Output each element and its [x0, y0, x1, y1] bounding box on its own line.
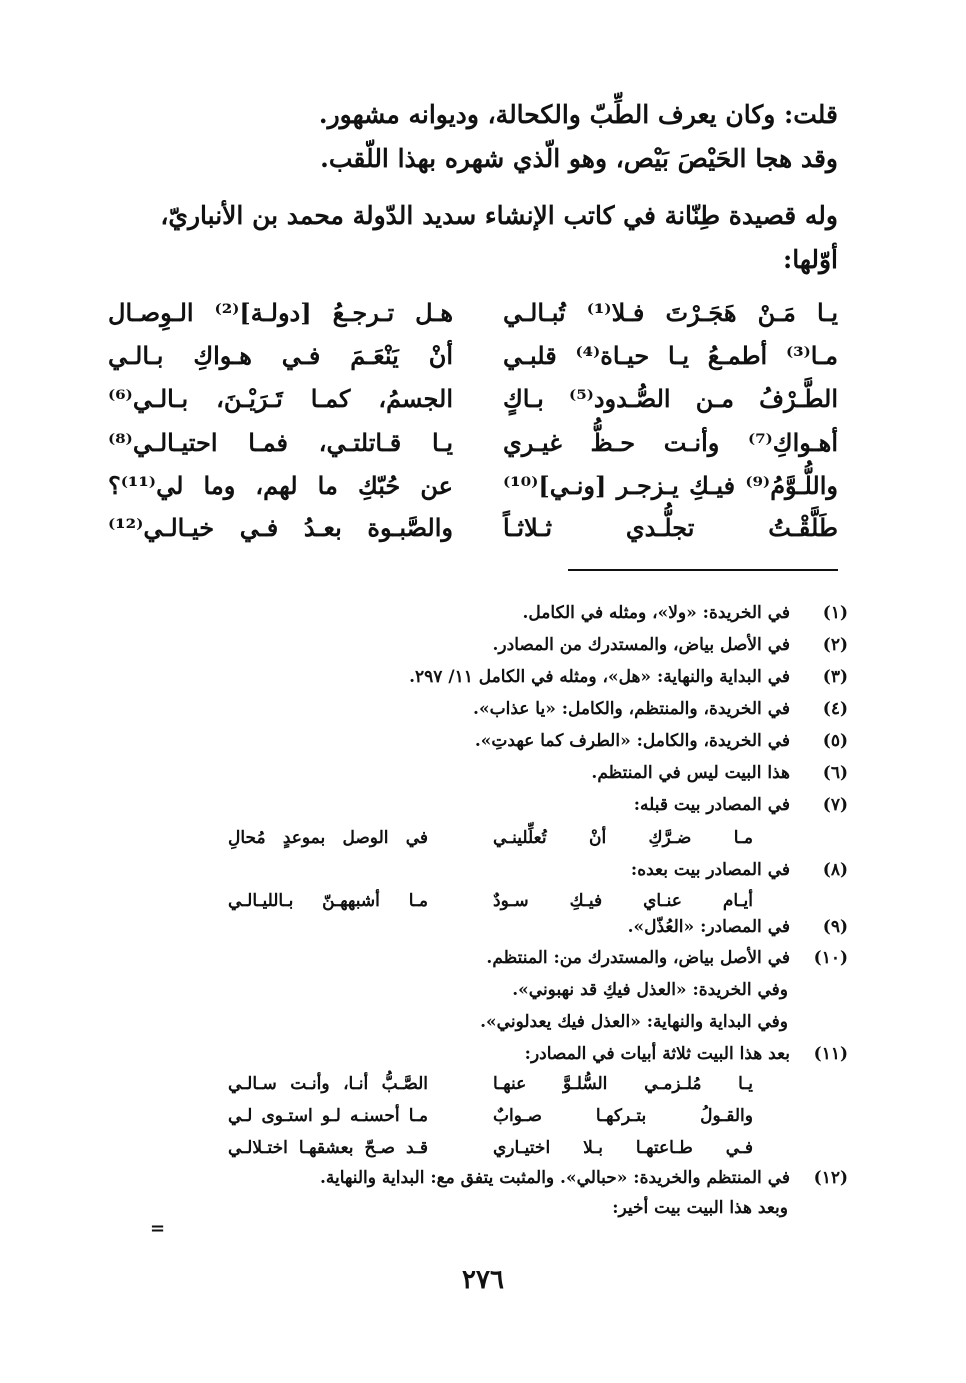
footnote-verse-second: الصَّـبُّ أنـا، وأنـت سـالـي	[228, 1074, 428, 1094]
footnote-continuation	[108, 1193, 848, 1224]
poem-verse	[108, 471, 838, 509]
footnote-number: (٢)	[822, 635, 848, 655]
footnote-verse-first: يـا مُلـزمـي السُّلـوَّ عنهـا	[493, 1074, 753, 1094]
footnote-verse	[108, 823, 848, 854]
footnote-number: (٦)	[822, 763, 848, 783]
poem-verse	[108, 341, 838, 379]
footnote-verse-first: أيـام عنـاي فيـكِ سـودٌ	[493, 891, 753, 911]
footnote-verse	[108, 1133, 848, 1164]
footnote-text: في المصادر بيت بعده:	[630, 860, 790, 880]
footnote-separator	[568, 569, 838, 571]
verse-second-hemistich: والصَّبـوة بعـدُ فـي خيـالـي⁽¹²⁾	[108, 513, 453, 542]
footnote	[108, 855, 848, 886]
footnote-text: وفي الخريدة: «العذل فيكِ قد نهبوني».	[512, 980, 788, 1000]
footnote-verse-first: مـا ضـرَّكِ أنْ تُعلِّلينـي	[493, 828, 753, 848]
verse-first-hemistich: واللُّـوَّمُ⁽⁹⁾ فيـكِ يـزجـر [ونـي]⁽¹⁰⁾	[503, 471, 838, 500]
verse-first-hemistich: طَلَّقْـتُ تجلُّـدي ثـلاثـاً	[503, 513, 838, 542]
footnote-verse-second: مـا أحسنـه لـو استـوى لـي	[228, 1106, 428, 1126]
footnote-text: هذا البيت ليس في المنتظم.	[591, 763, 790, 783]
footnote-verse	[108, 1101, 848, 1132]
footnote-number: (١٢)	[813, 1168, 848, 1188]
footnote-verse	[108, 1069, 848, 1100]
footnote-verse-first: فـي طـاعتهـا بـلا اختيـاري	[493, 1138, 753, 1158]
footnote-text: في الأصل بياض، والمستدرك من المصادر.	[492, 635, 790, 655]
footnote-text: في الخريدة، والكامل: «الطرف كما عهدتِ».	[474, 731, 790, 751]
footnote	[108, 726, 848, 757]
footnote-number: (١١)	[813, 1044, 848, 1064]
footnote	[108, 630, 848, 661]
prose-line-3: وله قصيدة طِنّانة في كاتب الإنشاء سديد الدّولة محمد بن الأنباريّ،	[160, 201, 838, 230]
verse-second-hemistich: هـل تـرجـعُ [دولـة]⁽²⁾ الـوِصـال	[108, 298, 454, 327]
footnote-number: (٨)	[822, 860, 848, 880]
footnote	[108, 694, 848, 725]
verse-first-hemistich: أهـواكِ⁽⁷⁾ وأنـت حـظُّ غيـري	[503, 428, 838, 457]
footnote-number: (٤)	[822, 699, 848, 719]
footnote-text: بعد هذا البيت ثلاثة أبيات في المصادر:	[524, 1044, 790, 1064]
footnote-text: وفي البداية والنهاية: «العذل فيك يعدلوني».	[480, 1012, 788, 1032]
poem-verse	[108, 384, 838, 422]
footnote	[108, 758, 848, 789]
footnote-number: (٧)	[822, 795, 848, 815]
footnote	[108, 598, 848, 629]
footnote-number: (١)	[822, 603, 848, 623]
verse-first-hemistich: مـا⁽³⁾ أطمـعُ يـا حيـاة⁽⁴⁾ قلبـي	[503, 341, 838, 370]
prose-line-1: قلت: وكان يعرف الطِّبّ والكحالة، وديوانه مشهور.	[318, 100, 838, 129]
page-number: ٢٧٦	[462, 1265, 504, 1295]
prose-line-2: وقد هجا الحَيْصَ بَيْص، وهو الّذي شهره بهذا اللّقب.	[320, 144, 838, 173]
footnote-text: وبعد هذا البيت بيت أخير:	[612, 1198, 788, 1218]
footnote-verse-second: في الوصل بموعدٍ مُحالِ	[228, 828, 428, 848]
footnote-number: (٩)	[822, 917, 848, 937]
poem-verse	[108, 428, 838, 466]
footnote-verse-second: قـد صـحّ بعشقهـا اختـلالـي	[228, 1138, 428, 1158]
footnote-text: في الأصل بياض، والمستدرك من: المنتظم.	[486, 948, 790, 968]
footnote-verse-first: والقـولُ بتـركهـا صـوابٌ	[493, 1106, 753, 1126]
footnote-text: في المصادر بيت قبله:	[633, 795, 790, 815]
footnote	[108, 1039, 848, 1070]
footnote-number: (٣)	[822, 667, 848, 687]
footnote-number: (١٠)	[813, 948, 848, 968]
footnote	[108, 790, 848, 821]
footnote	[108, 943, 848, 974]
verse-second-hemistich: يـا قـاتلتـي، فمـا احتيـالـي⁽⁸⁾	[108, 428, 453, 457]
footnote-text: في المصادر: «العُذّل».	[627, 917, 790, 937]
footnote-text: في المنتظم والخريدة: «حبالي». والمثبت يتفق مع: البداية والنهاية.	[319, 1168, 790, 1188]
verse-first-hemistich: يـا مَـنْ هَجَـرْتَ فـلا⁽¹⁾ تُبـالـي	[503, 298, 838, 327]
footnote-continuation	[108, 1007, 848, 1038]
footnote	[108, 912, 848, 943]
footnote-text: في الخريدة: «ولا»، ومثله في الكامل.	[522, 603, 790, 623]
footnote-text: في البداية والنهاية: «هل»، ومثله في الكامل ١١/ ٢٩٧.	[409, 667, 790, 687]
footnote	[108, 662, 848, 693]
poem-verse	[108, 513, 838, 551]
verse-second-hemistich: أنْ يَنْعَـمَ فـي هـواكِ بـالـي	[108, 341, 453, 370]
footnote-verse-second: مـا أشبههـنّ بـالليـالـي	[228, 891, 428, 911]
verse-second-hemistich: الجسمُ، كمـا تَـرَيْـنَ، بـالـي⁽⁶⁾	[108, 384, 453, 413]
footnote-continuation	[108, 975, 848, 1006]
continuation-marker: =	[150, 1218, 166, 1239]
prose-line-4: أوّلها:	[782, 245, 838, 274]
verse-second-hemistich: عن حُبّكِ ما لهم، وما لي⁽¹¹⁾؟	[108, 471, 453, 500]
verse-first-hemistich: الطَّـرْفُ مـن الصُّـدود⁽⁵⁾ بـاكٍ	[503, 384, 838, 413]
poem-verse	[108, 298, 838, 336]
footnote	[108, 1163, 848, 1194]
footnote-text: في الخريدة، والمنتظم، والكامل: «يا عذاب».	[473, 699, 790, 719]
footnote-number: (٥)	[822, 731, 848, 751]
